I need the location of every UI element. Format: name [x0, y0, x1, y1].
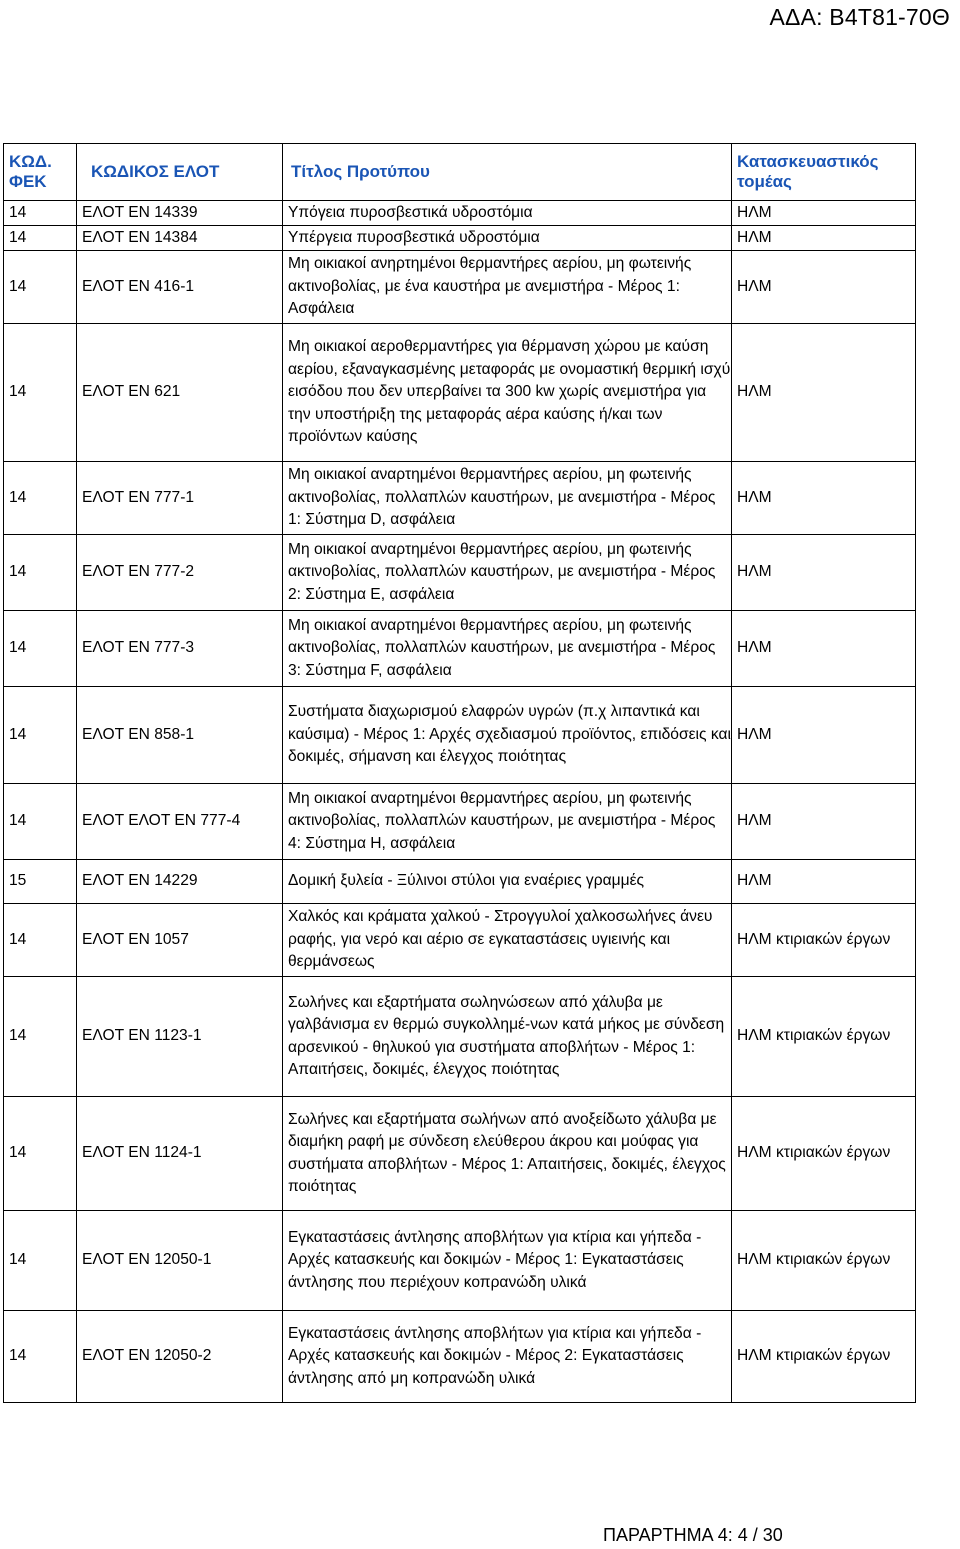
title-cell: Μη οικιακοί αεροθερμαντήρες για θέρμανση χώρου με καύση αερίου, εξαναγκασμένης μεταφοράς με ονομαστική θερμική ισχύ εισόδου που δεν υπερβαίνει τα 300 kw χωρίς ανεμιστήρα για την υποστήριξη της μεταφοράς αέρα καύσης ή/και των προϊόντων καύσης: [283, 324, 732, 462]
title-cell: Μη οικιακοί αναρτημένοι θερμαντήρες αερίου, μη φωτεινής ακτινοβολίας, πολλαπλών καυστήρων, με ανεμιστήρα - Μέρος 1: Σύστημα D, ασφάλεια: [283, 462, 732, 535]
title-cell: Μη οικιακοί αναρτημένοι θερμαντήρες αερίου, μη φωτεινής ακτινοβολίας, πολλαπλών καυστήρων, με ανεμιστήρα - Μέρος 4: Σύστημα H, ασφάλεια: [283, 784, 732, 860]
fek-cell: 14: [4, 1311, 77, 1403]
fek-cell: 14: [4, 535, 77, 611]
fek-cell: 14: [4, 1211, 77, 1311]
title-cell: Υπέργεια πυροσβεστικά υδροστόμια: [283, 226, 732, 251]
code-cell: ΕΛΟΤ ΕΛΟΤ ΕΝ 777-4: [77, 784, 283, 860]
code-cell: ΕΛΟΤ ΕΝ 777-3: [77, 611, 283, 687]
col-header-fek: ΚΩΔ. ΦΕΚ: [4, 144, 77, 201]
fek-cell: 14: [4, 784, 77, 860]
title-cell: Υπόγεια πυροσβεστικά υδροστόμια: [283, 201, 732, 226]
title-cell: Εγκαταστάσεις άντλησης αποβλήτων για κτίρια και γήπεδα - Αρχές κατασκευής και δοκιμών - Μέρος 2: Εγκαταστάσεις άντλησης από μη κοπρανώδη υλικά: [283, 1311, 732, 1403]
code-cell: ΕΛΟΤ ΕΝ 416-1: [77, 251, 283, 324]
sector-cell: ΗΛΜ: [732, 535, 916, 611]
sector-cell: ΗΛΜ: [732, 226, 916, 251]
fek-cell: 14: [4, 611, 77, 687]
table-row: [4, 904, 916, 977]
code-cell: ΕΛΟΤ ΕΝ 12050-1: [77, 1211, 283, 1311]
title-cell: Συστήματα διαχωρισμού ελαφρών υγρών (π.χ λιπαντικά και καύσιμα) - Μέρος 1: Αρχές σχεδιασμού προϊόντος, επιδόσεις και δοκιμές, σήμανση και έλεγχος ποιότητας: [283, 687, 732, 784]
fek-cell: 14: [4, 687, 77, 784]
table-row: [4, 1311, 916, 1403]
title-cell: Χαλκός και κράματα χαλκού - Στρογγυλοί χαλκοσωλήνες άνευ ραφής, για νερό και αέριο σε εγκαταστάσεις υγιεινής και θερμάνσεως: [283, 904, 732, 977]
code-cell: ΕΛΟΤ ΕΝ 621: [77, 324, 283, 462]
code-cell: ΕΛΟΤ ΕΝ 1124-1: [77, 1097, 283, 1211]
code-cell: ΕΛΟΤ ΕΝ 1057: [77, 904, 283, 977]
code-cell: ΕΛΟΤ ΕΝ 1123-1: [77, 977, 283, 1097]
sector-cell: ΗΛΜ κτιριακών έργων: [732, 1311, 916, 1403]
code-cell: ΕΛΟΤ ΕΝ 777-2: [77, 535, 283, 611]
fek-cell: 14: [4, 904, 77, 977]
table-row: [4, 201, 916, 226]
title-cell: Δομική ξυλεία - Ξύλινοι στύλοι για εναέριες γραμμές: [283, 860, 732, 904]
sector-cell: ΗΛΜ: [732, 324, 916, 462]
code-cell: ΕΛΟΤ ΕΝ 14229: [77, 860, 283, 904]
col-header-sector: Κατασκευαστικός τομέας: [732, 144, 916, 201]
col-header-title: Τίτλος Προτύπου: [283, 144, 732, 201]
code-cell: ΕΛΟΤ ΕΝ 777-1: [77, 462, 283, 535]
title-cell: Εγκαταστάσεις άντλησης αποβλήτων για κτίρια και γήπεδα - Αρχές κατασκευής και δοκιμών - Μέρος 1: Εγκαταστάσεις άντλησης που περιέχουν κοπρανώδη υλικά: [283, 1211, 732, 1311]
sector-cell: ΗΛΜ κτιριακών έργων: [732, 1097, 916, 1211]
fek-cell: 14: [4, 1097, 77, 1211]
table-body: [4, 201, 916, 1403]
sector-cell: ΗΛΜ: [732, 201, 916, 226]
table-row: [4, 611, 916, 687]
code-cell: ΕΛΟΤ ΕΝ 858-1: [77, 687, 283, 784]
standards-table: [3, 143, 916, 1403]
sector-cell: ΗΛΜ κτιριακών έργων: [732, 904, 916, 977]
title-cell: Σωλήνες και εξαρτήματα σωλήνων από ανοξείδωτο χάλυβα με διαμήκη ραφή με σύνδεση ελεύθερου άκρου και μούφας για συστήματα αποβλήτων - Μέρος 1: Απαιτήσεις, δοκιμές, έλεγχος ποιότητας: [283, 1097, 732, 1211]
table-row: [4, 226, 916, 251]
code-cell: ΕΛΟΤ ΕΝ 14384: [77, 226, 283, 251]
fek-cell: 14: [4, 226, 77, 251]
sector-cell: ΗΛΜ: [732, 687, 916, 784]
table-row: [4, 977, 916, 1097]
table-row: [4, 1097, 916, 1211]
table-row: [4, 784, 916, 860]
sector-cell: ΗΛΜ: [732, 784, 916, 860]
sector-cell: ΗΛΜ κτιριακών έργων: [732, 977, 916, 1097]
fek-cell: 14: [4, 977, 77, 1097]
document-id: ΑΔΑ: Β4Τ81-70Θ: [769, 4, 950, 30]
sector-cell: ΗΛΜ κτιριακών έργων: [732, 1211, 916, 1311]
fek-cell: 14: [4, 324, 77, 462]
title-cell: Μη οικιακοί ανηρτημένοι θερμαντήρες αερίου, μη φωτεινής ακτινοβολίας, με ένα καυστήρα με ανεμιστήρα - Μέρος 1: Ασφάλεια: [283, 251, 732, 324]
table-row: [4, 860, 916, 904]
title-cell: Μη οικιακοί αναρτημένοι θερμαντήρες αερίου, μη φωτεινής ακτινοβολίας, πολλαπλών καυστήρων, με ανεμιστήρα - Μέρος 3: Σύστημα F, ασφάλεια: [283, 611, 732, 687]
fek-cell: 14: [4, 251, 77, 324]
code-cell: ΕΛΟΤ ΕΝ 14339: [77, 201, 283, 226]
sector-cell: ΗΛΜ: [732, 251, 916, 324]
fek-cell: 15: [4, 860, 77, 904]
table-row: [4, 535, 916, 611]
fek-cell: 14: [4, 462, 77, 535]
title-cell: Μη οικιακοί αναρτημένοι θερμαντήρες αερίου, μη φωτεινής ακτινοβολίας, πολλαπλών καυστήρων, με ανεμιστήρα - Μέρος 2: Σύστημα E, ασφάλεια: [283, 535, 732, 611]
table-row: [4, 462, 916, 535]
sector-cell: ΗΛΜ: [732, 860, 916, 904]
title-cell: Σωλήνες και εξαρτήματα σωληνώσεων από χάλυβα με γαλβάνισμα εν θερμώ συγκολλημέ-νων κατά μήκος με σύνδεση αρσενικού - θηλυκού για συστήματα αποβλήτων - Μέρος 1: Απαιτήσεις, δοκιμές, έλεγχος ποιότητας: [283, 977, 732, 1097]
code-cell: ΕΛΟΤ ΕΝ 12050-2: [77, 1311, 283, 1403]
sector-cell: ΗΛΜ: [732, 462, 916, 535]
table-row: [4, 1211, 916, 1311]
sector-cell: ΗΛΜ: [732, 611, 916, 687]
table-row: [4, 687, 916, 784]
table-row: [4, 324, 916, 462]
fek-cell: 14: [4, 201, 77, 226]
table-row: [4, 251, 916, 324]
col-header-code: ΚΩΔΙΚΟΣ ΕΛΟΤ: [77, 144, 283, 201]
page-footer: ΠΑΡΑΡΤΗΜΑ 4: 4 / 30: [603, 1525, 783, 1545]
table-header-row: [4, 144, 916, 201]
